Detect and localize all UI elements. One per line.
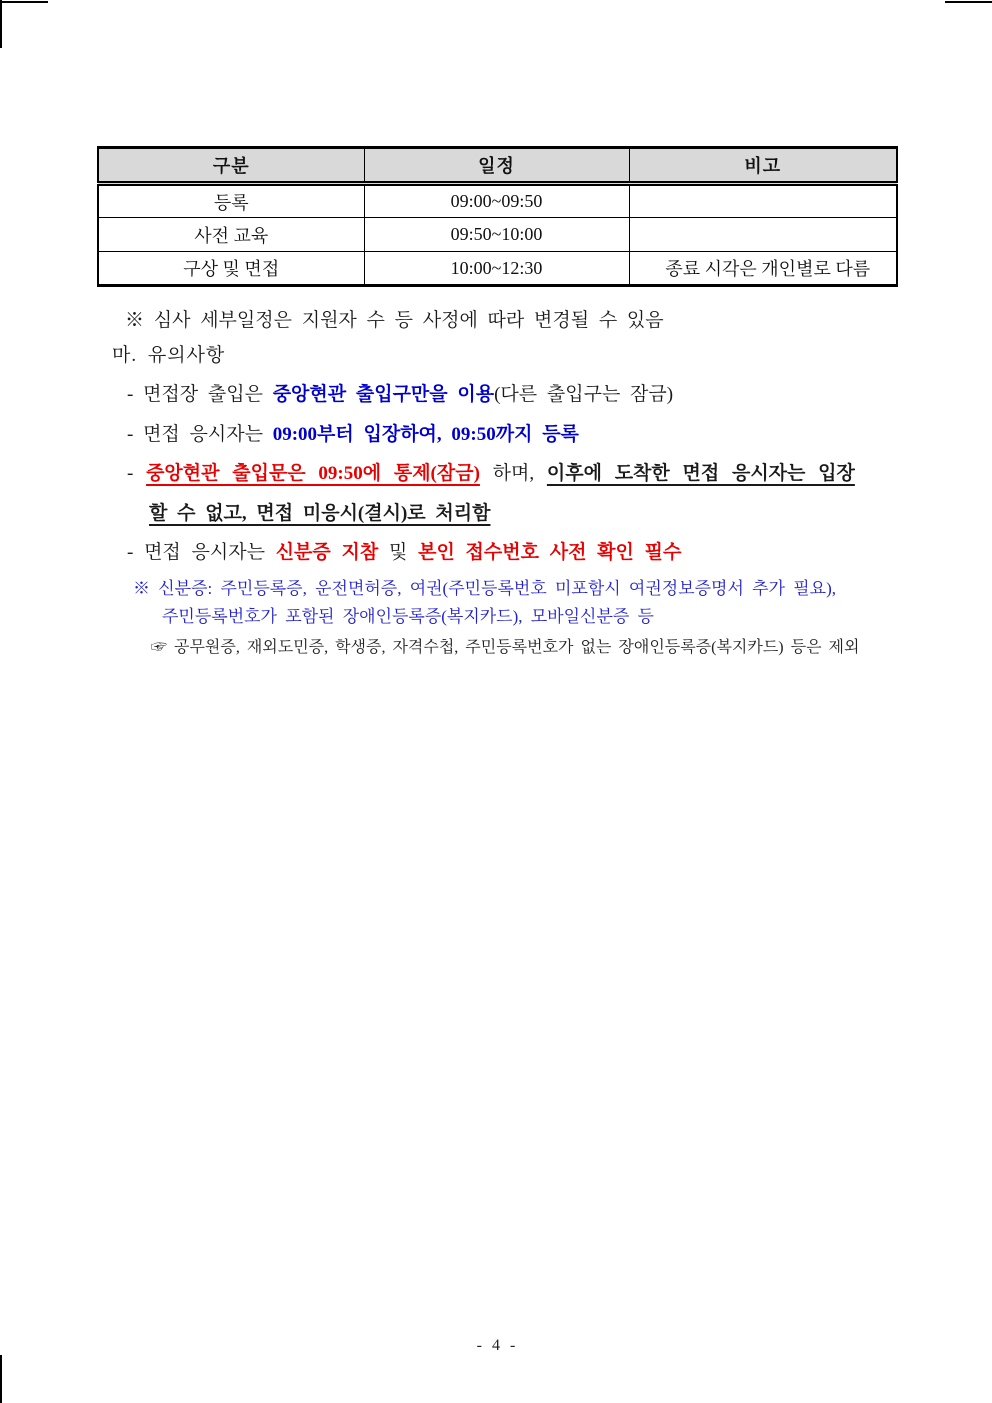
- cell-schedule: 09:50~10:00: [364, 218, 629, 252]
- bullet-door-control: [127, 458, 855, 485]
- bullet-text: 및: [378, 542, 419, 563]
- corner-mark-top-left-vertical: [0, 0, 2, 48]
- table-header-row: [98, 148, 897, 184]
- interview-schedule-table: [97, 146, 898, 287]
- bullet-door-control-continued: [149, 498, 490, 525]
- bullet-text: (다른 출입구는 잠금): [494, 384, 674, 405]
- bullet-emphasis-black-underline: 할 수 없고, 면접 미응시(결시)로 처리함: [149, 503, 491, 524]
- cell-category: 등록: [98, 184, 364, 218]
- cell-note: 종료 시각은 개인별로 다름: [629, 252, 897, 286]
- section-title: 마. 유의사항: [112, 345, 226, 366]
- table-row: [98, 252, 897, 286]
- id-types-note-line2: 주민등록번호가 포함된 장애인등록증(복지카드), 모바일신분증 등: [162, 607, 654, 626]
- bullet-emphasis-red: 신분증 지참: [275, 542, 379, 563]
- bullet-text: - 면접 응시자는: [127, 542, 276, 563]
- bullet-text: - 면접 응시자는: [127, 424, 273, 445]
- table-row: [98, 218, 897, 252]
- bullet-entrance: [127, 379, 673, 406]
- table-row: [98, 184, 897, 218]
- bullet-registration-time: [127, 419, 579, 446]
- bullet-id-required: [127, 537, 681, 564]
- bullet-emphasis-red-underline: 중앙현관 출입문은 09:50에 통제(잠금): [146, 463, 480, 484]
- bullet-text: - 면접장 출입은: [127, 384, 273, 405]
- table-header-note: 비고: [629, 148, 897, 184]
- cell-note: [629, 218, 897, 252]
- bullet-text: 하며,: [479, 463, 547, 484]
- page-number: - 4 -: [476, 1337, 516, 1354]
- id-exclusion-note: ☞ 공무원증, 재외도민증, 학생증, 자격수첩, 주민등록번호가 없는 장애인등록증(복지카드) 등은 제외: [151, 639, 860, 656]
- cell-note: [629, 184, 897, 218]
- bullet-emphasis-blue: 09:00부터 입장하여, 09:50까지 등록: [272, 424, 579, 445]
- corner-mark-top-right-horizontal: [945, 1, 992, 3]
- schedule-change-note: ※ 심사 세부일정은 지원자 수 등 사정에 따라 변경될 수 있음: [125, 310, 664, 331]
- bullet-emphasis-red: 본인 접수번호 사전 확인 필수: [418, 542, 682, 563]
- cell-category: 사전 교육: [98, 218, 364, 252]
- bullet-dash: -: [127, 463, 147, 484]
- cell-schedule: 09:00~09:50: [364, 184, 629, 218]
- table-header-schedule: 일정: [364, 148, 629, 184]
- bullet-emphasis-blue: 중앙현관 출입구만을 이용: [272, 384, 495, 405]
- table-header-category: 구분: [98, 148, 364, 184]
- id-types-note-line1: ※ 신분증: 주민등록증, 운전면허증, 여권(주민등록번호 미포함시 여권정보증명서 추가 필요),: [133, 579, 836, 598]
- corner-mark-bottom-left-vertical: [0, 1355, 2, 1403]
- corner-mark-top-left-horizontal: [0, 1, 48, 3]
- bullet-emphasis-black-underline: 이후에 도착한 면접 응시자는 입장: [546, 463, 855, 484]
- cell-schedule: 10:00~12:30: [364, 252, 629, 286]
- cell-category: 구상 및 면접: [98, 252, 364, 286]
